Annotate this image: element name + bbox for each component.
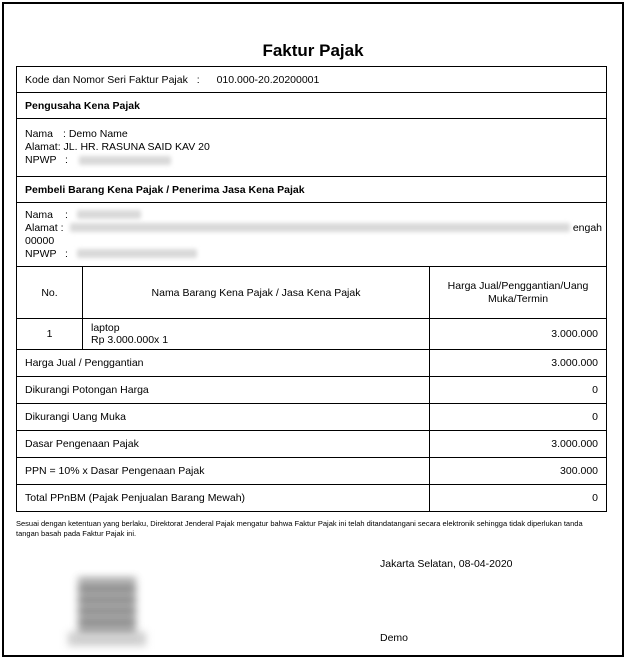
pembeli-nama-label: Nama [25, 208, 54, 221]
penjual-nama-label: Nama [25, 128, 54, 140]
pembeli-npwp-value: : [65, 247, 68, 260]
summary-value: 300.000 [430, 458, 607, 485]
pembeli-header-row [17, 177, 607, 203]
summary-row [17, 404, 607, 431]
pembeli-npwp-redacted [77, 249, 197, 258]
summary-row [17, 377, 607, 404]
signer-name: Demo [380, 632, 409, 644]
summary-label: Dasar Pengenaan Pajak [17, 431, 430, 458]
pembeli-header: Pembeli Barang Kena Pajak / Penerima Jasa Kena Pajak [17, 177, 607, 203]
penjual-npwp-value: : [65, 154, 68, 166]
summary-row [17, 485, 607, 512]
penjual-details-row [17, 119, 607, 177]
item-detail: Rp 3.000.000x 1 [91, 334, 169, 346]
summary-label: Total PPnBM (Pajak Penjualan Barang Mewah) [17, 485, 430, 512]
item-amount: 3.000.000 [430, 319, 607, 350]
kode-value: 010.000-20.20200001 [216, 73, 320, 86]
invoice-table [16, 66, 607, 512]
summary-value: 3.000.000 [430, 431, 607, 458]
summary-row [17, 350, 607, 377]
item-row [17, 319, 607, 350]
item-name: laptop [91, 322, 120, 334]
penjual-header-row [17, 93, 607, 119]
penjual-npwp-label: NPWP [25, 154, 57, 166]
summary-value: 3.000.000 [430, 350, 607, 377]
legal-note: Sesuai dengan ketentuan yang berlaku, Direktorat Jenderal Pajak mengatur bahwa Faktur Pajak ini telah ditandatangani secara elektronik sehingga tidak diperlukan tanda tangan basah pada Faktur Pajak ini. [16, 519, 583, 538]
summary-row [17, 431, 607, 458]
penjual-npwp-redacted [79, 156, 171, 165]
summary-row [17, 458, 607, 485]
kode-separator: : [196, 73, 200, 86]
penjual-alamat-label: Alamat [25, 141, 58, 153]
summary-label: Harga Jual / Penggantian [17, 350, 430, 377]
pembeli-alamat-value: : [60, 221, 64, 234]
pembeli-nama-value: : [65, 208, 68, 221]
summary-value: 0 [430, 485, 607, 512]
pembeli-alamat-redacted [70, 223, 570, 232]
summary-value: 0 [430, 377, 607, 404]
summary-value: 0 [430, 404, 607, 431]
items-header-row [17, 267, 607, 319]
pembeli-npwp-label: NPWP [25, 247, 57, 260]
document-title: Faktur Pajak [262, 41, 364, 60]
pembeli-alamat-label: Alamat [25, 221, 58, 234]
pembeli-nama-redacted [77, 210, 141, 219]
qr-code-caption-redacted [68, 632, 146, 646]
kode-row [17, 67, 607, 93]
col-harga-header: Harga Jual/Penggantian/Uang Muka/Termin [430, 267, 607, 319]
penjual-alamat-value: : JL. HR. RASUNA SAID KAV 20 [57, 141, 210, 153]
col-nama-header: Nama Barang Kena Pajak / Jasa Kena Pajak [83, 267, 430, 319]
pembeli-alamat-tail: engah [572, 221, 603, 234]
pembeli-details-row [17, 203, 607, 267]
pembeli-kodepos: 00000 [25, 234, 55, 247]
place-date: Jakarta Selatan, 08-04-2020 [380, 558, 513, 570]
col-no-header: No. [17, 267, 83, 319]
qr-code-icon [78, 578, 136, 636]
summary-label: PPN = 10% x Dasar Pengenaan Pajak [17, 458, 430, 485]
summary-label: Dikurangi Potongan Harga [17, 377, 430, 404]
item-no: 1 [17, 319, 83, 350]
penjual-nama-value: : Demo Name [63, 128, 128, 140]
summary-label: Dikurangi Uang Muka [17, 404, 430, 431]
kode-label: Kode dan Nomor Seri Faktur Pajak [25, 73, 188, 86]
penjual-header: Pengusaha Kena Pajak [17, 93, 607, 119]
